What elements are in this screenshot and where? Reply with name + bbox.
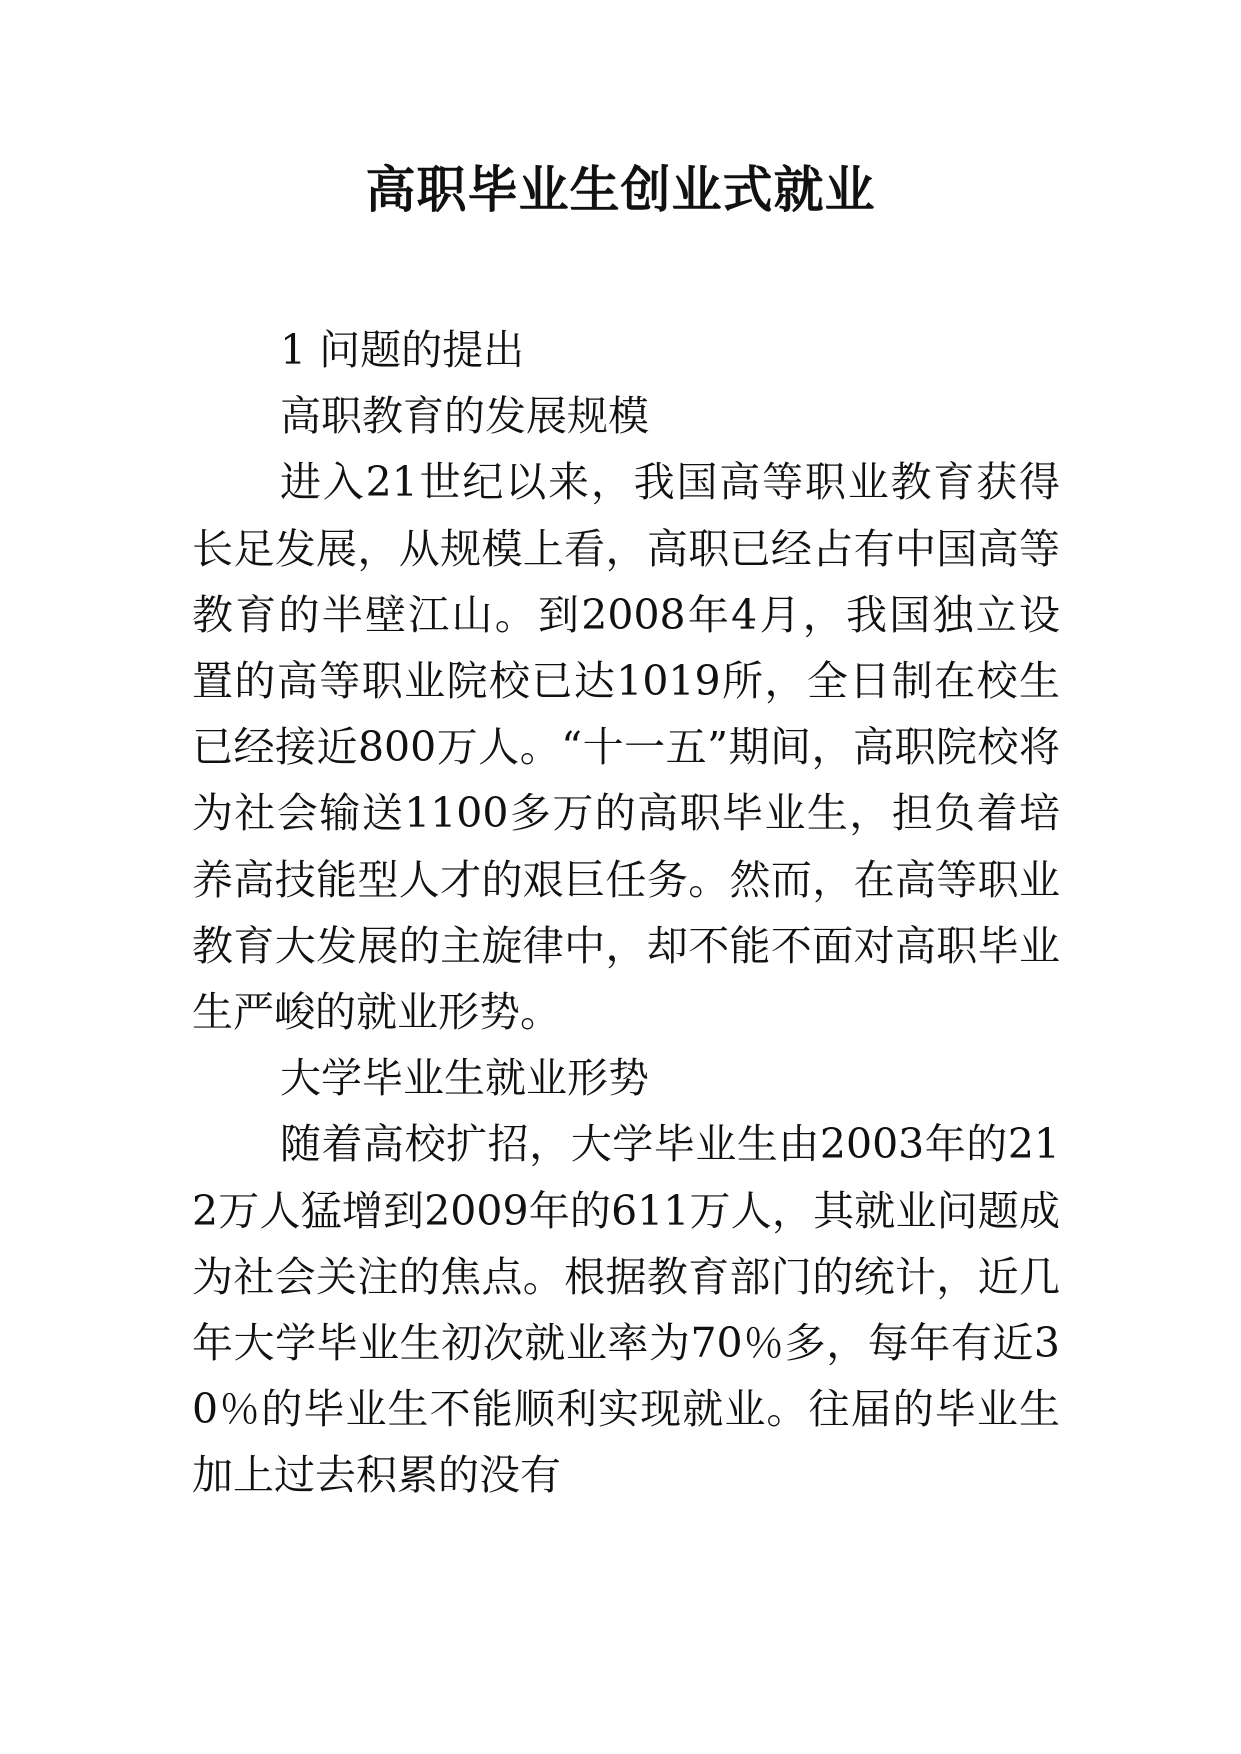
paragraph-scale-development: 进入21世纪以来，我国高等职业教育获得长足发展，从规模上看，高职已经占有中国高等教育的半壁江山。到2008年4月，我国独立设置的高等职业院校已达1019所，全日制在校生已经接近800万人。“十一五”期间，高职院校将为社会输送1100多万的高职毕业生，担负着培养高技能型人才的艰巨任务。然而，在高等职业教育大发展的主旋律中，却不能不面对高职毕业生严峻的就业形势。 [192,458,1060,1037]
paragraph-employment-situation: 随着高校扩招，大学毕业生由2003年的212万人猛增到2009年的611万人，其就业问题成为社会关注的焦点。根据教育部门的统计，近几年大学毕业生初次就业率为70％多，每年有近30％的毕业生不能顺利实现就业。往届的毕业生加上过去积累的没有 [192,1120,1060,1500]
subsection-heading-scale: 高职教育的发展规模 [280,392,649,441]
document-body [192,317,1060,1509]
subsection-heading-employment: 大学毕业生就业形势 [280,1054,649,1103]
document-title: 高职毕业生创业式就业 [365,160,876,219]
section-heading-problem: 1 问题的提出 [280,326,525,374]
